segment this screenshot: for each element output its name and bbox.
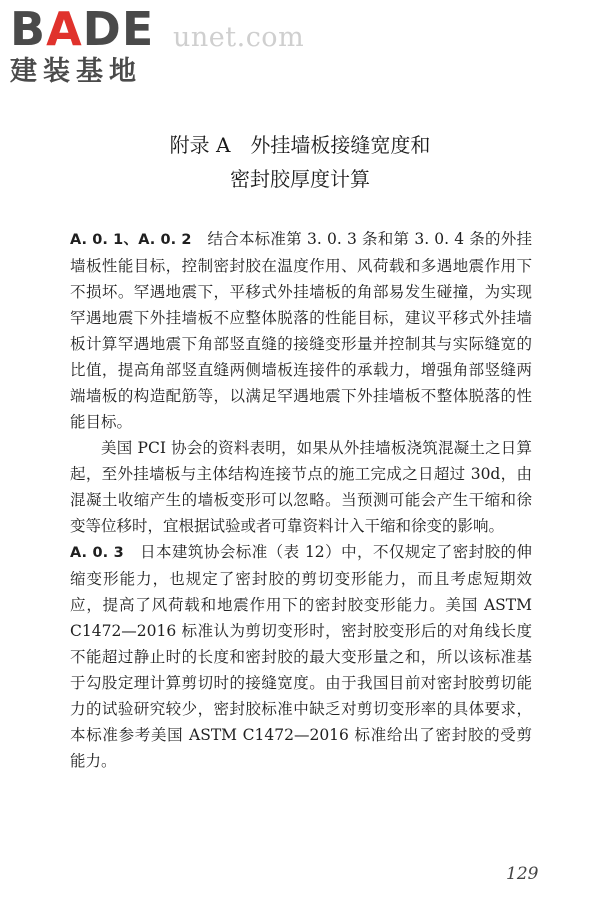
paragraph-text: 日本建筑协会标准（表 12）中，不仅规定了密封胶的伸缩变形能力，也规定了密封胶的剪切变形能力，而且考虑短期效应，提高了风荷载和地震作用下的密封胶变形能力。美国 ASTM C1472—2016 标准认为剪切变形时，密封胶变形后的对角线长度不能超过静止时的长度和密封胶的最大变形量之和，所以该标准基于勾股定理计算剪切时的接缝宽度。由于我国目前对密封胶剪切能力的试验研究较少，密封胶标准中缺乏对剪切变形率的具体要求，本标准参考美国 ASTM C1472—2016 标准给出了密封胶的受剪能力。: [70, 543, 532, 770]
logo-subtitle: 建装基地: [10, 56, 142, 87]
paragraph-a01-a02: [70, 226, 532, 435]
page-number: 129: [506, 864, 539, 884]
paragraph-a03: [70, 539, 532, 774]
appendix-title: [0, 128, 600, 196]
paragraph-pci: [70, 435, 532, 539]
title-line-2: 密封胶厚度计算: [230, 167, 370, 191]
title-line-1: 附录 A 外挂墙板接缝宽度和: [169, 133, 431, 157]
clause-number: A. 0. 3: [70, 545, 124, 561]
paragraph-text: 结合本标准第 3. 0. 3 条和第 3. 0. 4 条的外挂墙板性能目标，控制密封胶在温度作用、风荷载和多遇地震作用下不损坏。罕遇地震下，平移式外挂墙板的角部易发生碰撞，为实现罕遇地震下外挂墙板不应整体脱落的性能目标，建议平移式外挂墙板计算罕遇地震下角部竖直缝的接缝变形量并控制其与实际缝宽的比值，提高角部竖直缝两侧墙板连接件的承载力，增强角部竖缝两端墙板的构造配筋等，以满足罕遇地震下外挂墙板不整体脱落的性能目标。: [70, 230, 532, 431]
watermark: unet.com: [173, 22, 305, 53]
logo: [10, 4, 175, 88]
logo-wordmark: BADE: [10, 2, 155, 56]
body-text: [70, 226, 532, 774]
paragraph-text: 美国 PCI 协会的资料表明，如果从外挂墙板浇筑混凝土之日算起，至外挂墙板与主体结构连接节点的施工完成之日超过 30d，由混凝土收缩产生的墙板变形可以忽略。当预测可能会产生干缩和徐变等位移时，宜根据试验或者可靠资料计入干缩和徐变的影响。: [70, 439, 532, 535]
clause-number: A. 0. 1、A. 0. 2: [70, 232, 192, 248]
